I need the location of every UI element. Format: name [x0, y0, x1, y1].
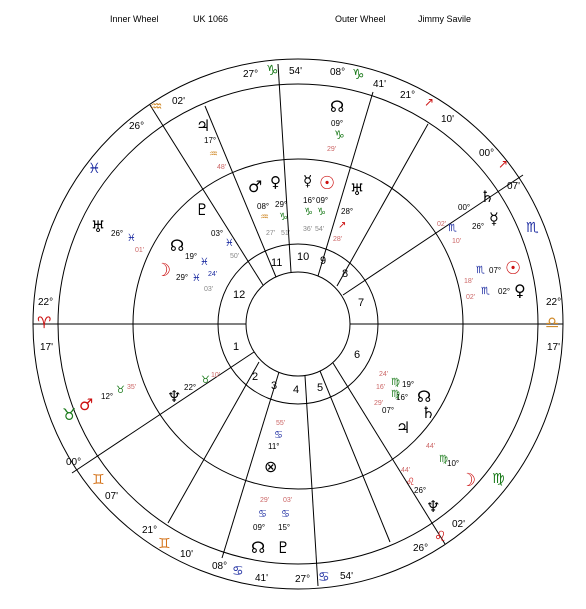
inner-mars-deg: 08°	[257, 202, 270, 211]
outer-venus-min: 02'	[466, 294, 476, 301]
house-10: 10	[297, 251, 310, 263]
cusp-dsc-deg: 22°	[546, 297, 562, 308]
inner-planets	[79, 116, 476, 557]
pisces-icon: ♓	[225, 238, 234, 249]
aquarius-icon: ♒	[260, 212, 269, 223]
sagittarius-icon: ↗	[498, 157, 509, 171]
cusp-9-min: 10'	[441, 114, 455, 125]
outer-sun-deg: 07°	[489, 266, 502, 275]
outer-planets	[319, 97, 526, 516]
inner-wheel-label: Inner Wheel	[110, 14, 159, 24]
sun-icon: ☉	[319, 173, 336, 194]
taurus-icon: ♉	[201, 375, 210, 386]
mercury-icon: ☿	[489, 209, 499, 228]
libra-icon: ♎	[545, 313, 560, 332]
cusp-10b-deg: 27°	[243, 69, 259, 80]
neptune-icon: ♆	[426, 497, 441, 516]
inner-node2-min: 24'	[379, 371, 389, 378]
inner-mercury-min: 36'	[303, 226, 313, 233]
taurus-icon: ♉	[116, 385, 125, 396]
saturn-icon: ♄	[421, 403, 436, 422]
part-of-fortune-icon: ⊗	[264, 457, 278, 476]
north-node-icon: ☊	[170, 236, 185, 255]
house-numbers	[233, 251, 364, 396]
house-6: 6	[354, 349, 361, 361]
inner-node2-deg: 19°	[402, 380, 415, 389]
inner-pluto-deg: 03°	[211, 229, 224, 238]
pisces-icon: ♓	[200, 257, 209, 268]
leo-icon: ♌	[434, 529, 447, 545]
inner-moon2-min: 44'	[426, 443, 436, 450]
inner-moon2-deg: 10°	[447, 459, 460, 468]
inner-moon-min: 03'	[204, 286, 214, 293]
cusp-3-deg: 21°	[142, 525, 158, 536]
scorpio-icon: ♏	[476, 265, 485, 276]
capricorn-icon: ♑	[317, 207, 326, 218]
cusp-lines	[33, 64, 563, 586]
pluto-icon: ♇	[276, 538, 291, 557]
house-2: 2	[252, 371, 259, 383]
cusp-4-min: 54'	[340, 571, 354, 582]
cusp-2-line	[72, 352, 254, 473]
cusp-10-min: 41'	[373, 79, 387, 90]
pluto-icon: ♇	[195, 200, 210, 219]
cusp-5-deg: 26°	[413, 543, 429, 554]
house-ring-inner	[246, 272, 350, 376]
leo-icon: ♌	[406, 477, 415, 488]
inner-uranus-min: 01'	[135, 247, 145, 254]
inner-jupiter2-deg: 07°	[382, 406, 395, 415]
outer-wheel-label: Outer Wheel	[335, 14, 386, 24]
inner-pluto2-deg: 15°	[278, 523, 291, 532]
taurus-icon: ♉	[62, 405, 77, 424]
house-5: 5	[317, 382, 324, 394]
inner-neptune2-deg: 26°	[414, 486, 427, 495]
outer-wheel-name: Jimmy Savile	[418, 14, 472, 24]
outer-node-deg: 09°	[331, 119, 344, 128]
inner-snode-deg: 09°	[253, 523, 266, 532]
house-1: 1	[233, 341, 240, 353]
inner-mars2-deg: 12°	[101, 392, 114, 401]
cusp-10b-min: 54'	[289, 66, 303, 77]
pisces-icon: ♓	[88, 161, 101, 177]
house-4: 4	[293, 384, 300, 396]
outer-saturn-deg: 00°	[458, 203, 471, 212]
moon-icon: ☽	[155, 260, 172, 281]
moon-icon: ☽	[460, 470, 477, 491]
node-icon: ☊	[417, 387, 432, 406]
house-8: 8	[342, 268, 349, 280]
capricorn-icon: ♑	[304, 207, 313, 218]
capricorn-icon: ♑	[352, 67, 365, 83]
inner-neptune2-min: 44'	[401, 467, 411, 474]
cusp-9-deg: 21°	[400, 90, 416, 101]
cusp-10-line	[278, 64, 291, 272]
inner-wheel-name: UK 1066	[193, 14, 229, 24]
sagittarius-icon: ↗	[424, 95, 435, 109]
outer-node-min: 29'	[327, 146, 337, 153]
venus-icon: ♀	[514, 281, 526, 300]
inner-venus-min: 51'	[281, 230, 291, 237]
cusp-5-line	[320, 371, 390, 542]
cusp-3-min: 10'	[180, 549, 194, 560]
virgo-icon: ♍	[391, 389, 400, 400]
mercury-icon: ☿	[303, 172, 313, 190]
cusp-3b-deg: 08°	[212, 561, 228, 572]
inner-sun-deg: 09°	[316, 196, 329, 205]
pisces-icon: ♓	[192, 273, 201, 284]
venus-icon: ♀	[270, 173, 281, 191]
jupiter-icon: ♃	[196, 116, 211, 135]
aquarius-icon: ♒	[150, 99, 163, 115]
inner-mars2-min: 35'	[127, 384, 137, 391]
cusp-8-min: 07'	[507, 181, 521, 192]
jupiter-icon: ♃	[396, 418, 411, 437]
cusp-8-deg: 00°	[479, 148, 495, 159]
pisces-icon: ♓	[127, 233, 136, 244]
aries-icon: ♈	[37, 313, 52, 332]
cusp-4-deg: 27°	[295, 574, 311, 585]
virgo-icon: ♍	[391, 377, 400, 388]
house-3: 3	[271, 380, 278, 392]
sagittarius-icon: ↗	[338, 220, 347, 231]
inner-sun-min: 54'	[315, 226, 325, 233]
inner-pof-deg: 11°	[268, 442, 280, 451]
cusp-3b-min: 41'	[255, 573, 269, 584]
inner-neptune-min: 10'	[211, 372, 221, 379]
outer-uranus-deg: 28°	[341, 207, 354, 216]
inner-neptune-deg: 22°	[184, 383, 197, 392]
cancer-icon: ♋	[232, 564, 244, 579]
capricorn-icon: ♑	[279, 212, 288, 223]
cusp-asc-deg: 22°	[38, 297, 54, 308]
inner-pof-min: 55'	[276, 420, 286, 427]
neptune-icon: ♆	[167, 387, 182, 406]
cusp-4-line	[305, 376, 318, 586]
cusp-dsc-min: 17'	[547, 342, 561, 353]
cusp-2b-line	[168, 362, 259, 523]
cancer-icon: ♋	[281, 509, 290, 520]
capricorn-icon: ♑	[266, 63, 279, 79]
cusp-11-deg: 26°	[129, 121, 145, 132]
cusp-2-deg: 00°	[66, 457, 82, 468]
inner-moon-deg: 29°	[176, 273, 189, 282]
inner-venus-deg: 29°	[275, 200, 288, 209]
inner-node-min: 24'	[208, 271, 218, 278]
uranus-icon: ♅	[350, 180, 365, 199]
saturn-icon: ♄	[480, 187, 495, 206]
outer-venus-deg: 02°	[498, 287, 511, 296]
cusp-11-line	[205, 106, 276, 277]
inner-mars-min: 27'	[266, 230, 276, 237]
house-12: 12	[233, 289, 246, 301]
north-node-icon: ☊	[330, 97, 345, 116]
gemini-icon: ♊	[92, 472, 105, 488]
inner-saturn-min: 16'	[376, 384, 386, 391]
gemini-icon: ♊	[158, 536, 171, 552]
house-11: 11	[271, 257, 283, 269]
inner-pluto-min: 50'	[230, 253, 240, 260]
inner-pluto2-min: 03'	[283, 497, 293, 504]
virgo-icon: ♍	[492, 471, 505, 487]
inner-jupiter-deg: 17°	[204, 136, 217, 145]
house-9: 9	[320, 255, 327, 267]
house-7: 7	[358, 297, 365, 309]
mars-icon: ♂	[79, 395, 94, 414]
scorpio-icon: ♏	[481, 286, 490, 297]
cusp-8b-line	[337, 124, 428, 286]
cancer-icon: ♋	[318, 570, 330, 585]
sun-icon: ☉	[505, 258, 522, 279]
aquarius-icon: ♒	[209, 149, 218, 160]
inner-mercury-deg: 16°	[303, 196, 316, 205]
cusp-asc-min: 17'	[40, 342, 54, 353]
outer-mercury-min: 10'	[452, 238, 462, 245]
mars-icon: ♂	[248, 177, 263, 196]
outer-uranus-min: 28'	[333, 236, 343, 243]
cusp-8-line	[343, 175, 523, 295]
outer-mercury-deg: 26°	[472, 222, 485, 231]
cancer-icon: ♋	[274, 430, 283, 441]
inner-jupiter2-min: 29'	[374, 400, 384, 407]
cusp-10-deg: 08°	[330, 67, 346, 78]
uranus-icon: ♅	[91, 217, 106, 236]
scorpio-icon: ♏	[526, 220, 539, 236]
cusp-5-min: 02'	[452, 519, 466, 530]
inner-jupiter-min: 48'	[217, 164, 227, 171]
capricorn-icon: ♑	[334, 128, 345, 142]
cancer-icon: ♋	[258, 509, 267, 520]
outer-saturn-min: 02'	[437, 221, 447, 228]
cusp-11-min: 02'	[172, 96, 186, 107]
inner-snode-min: 29'	[260, 497, 270, 504]
outer-sun-min: 18'	[464, 278, 474, 285]
inner-uranus-deg: 26°	[111, 229, 124, 238]
cusp-2-min: 07'	[105, 491, 119, 502]
inner-node-deg: 19°	[185, 252, 198, 261]
scorpio-icon: ♏	[448, 223, 457, 234]
inner-saturn-deg: 16°	[396, 393, 409, 402]
virgo-icon: ♍	[439, 454, 448, 465]
south-node-icon: ☊	[251, 538, 266, 557]
